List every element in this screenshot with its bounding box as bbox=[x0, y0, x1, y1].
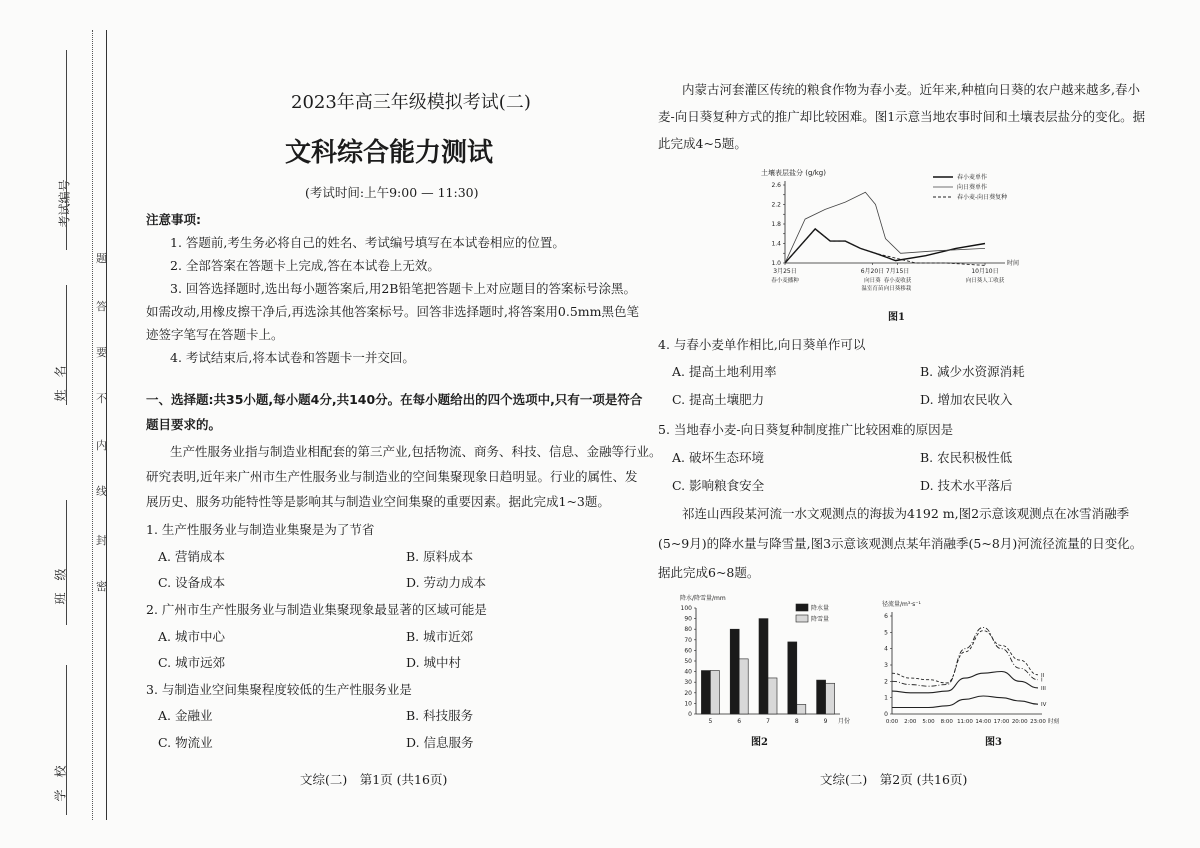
notice-heading: 注意事项: bbox=[146, 212, 201, 227]
fig2-xtick-label: 6 bbox=[737, 718, 742, 725]
fig2-bar bbox=[797, 704, 806, 714]
fig1-legend-label: 春小麦单作 bbox=[957, 174, 988, 181]
fold-char-3: 不 bbox=[96, 392, 107, 405]
option-a[interactable]: A. 营销成本 bbox=[158, 549, 225, 564]
fig3-series-line bbox=[892, 627, 1038, 686]
section-heading: 一、选择题:共35小题,每小题4分,共140分。在每小题给出的四个选项中,只有一项是符合 bbox=[146, 392, 643, 407]
fig2-legend-swatch bbox=[796, 604, 808, 611]
fig1-xtick-sublabel: 向日葵移栽 bbox=[883, 286, 912, 292]
option-d[interactable]: D. 增加农民收入 bbox=[920, 392, 1013, 407]
fig2-legend-label: 降雪量 bbox=[811, 616, 830, 623]
notice-item: 1. 答题前,考生务必将自己的姓名、考试编号填写在本试卷相应的位置。 bbox=[170, 235, 565, 250]
fig1-xtick-sublabel: 春小麦播种 bbox=[771, 278, 799, 284]
page-footer: 文综(二) 第1页 (共16页) bbox=[300, 772, 448, 787]
fig2-ytick-label: 40 bbox=[684, 668, 692, 676]
fig3-xtick-label: 11:00 bbox=[957, 719, 973, 725]
fig2-bar bbox=[826, 683, 835, 714]
binding-line-dotted bbox=[92, 30, 93, 820]
fig2-legend-label: 降水量 bbox=[811, 605, 830, 612]
fold-char-2: 要 bbox=[96, 346, 107, 359]
fig3-xtick-label: 0:00 bbox=[885, 719, 899, 725]
notice-item: 迹签字笔写在答题卡上。 bbox=[146, 327, 284, 342]
fig3-ytick-label: 4 bbox=[884, 645, 888, 653]
fig2-bar bbox=[768, 678, 777, 714]
notice-item: 4. 考试结束后,将本试卷和答题卡一并交回。 bbox=[170, 350, 415, 365]
fig3-ytick-label: 5 bbox=[884, 629, 888, 637]
fig2-ytick-label: 0 bbox=[688, 711, 692, 718]
field-class-line[interactable] bbox=[66, 500, 67, 625]
fig1-xtick-sublabel: 春小麦收获 bbox=[883, 278, 912, 284]
fig1-ylabel: 土壤表层盐分 (g/kg) bbox=[761, 169, 826, 177]
fold-char-4: 内 bbox=[96, 439, 107, 452]
figure-3-chart bbox=[876, 596, 1060, 730]
option-b[interactable]: B. 农民积极性低 bbox=[920, 450, 1013, 465]
fig3-ylabel: 径流量/m³·s⁻¹ bbox=[882, 601, 921, 608]
fig2-ytick-label: 80 bbox=[684, 626, 692, 634]
question-stem: 4. 与春小麦单作相比,向日葵单作可以 bbox=[658, 337, 866, 352]
field-name-label: 姓 名 bbox=[53, 365, 68, 402]
fig1-ytick-label: 1.4 bbox=[771, 240, 781, 248]
fig2-ytick-label: 30 bbox=[684, 679, 692, 687]
passage-line: 祁连山西段某河流一水文观测点的海拔为4192 m,图2示意该观测点在冰雪消融季 bbox=[682, 506, 1130, 521]
fig2-legend-swatch bbox=[796, 615, 808, 622]
fig1-series-line bbox=[785, 229, 985, 266]
figure-2-caption: 图2 bbox=[751, 737, 768, 748]
fig3-xtick-label: 23:00 bbox=[1030, 719, 1046, 725]
notice-item: 2. 全部答案在答题卡上完成,答在本试卷上无效。 bbox=[170, 258, 440, 273]
passage-line: 生产性服务业指与制造业相配套的第三产业,包括物流、商务、科技、信息、金融等行业。 bbox=[170, 444, 662, 459]
question-stem: 5. 当地春小麦-向日葵复种制度推广比较困难的原因是 bbox=[658, 422, 954, 437]
fig3-ytick-label: 3 bbox=[884, 662, 888, 669]
fig2-ytick-label: 70 bbox=[684, 636, 692, 644]
field-class-label: 班 级 bbox=[53, 568, 68, 605]
fig1-xtick-sublabel: 温室育苗 bbox=[861, 286, 884, 292]
fig3-ytick-label: 0 bbox=[884, 711, 888, 718]
fig3-lines bbox=[892, 627, 1047, 708]
binding-line-solid bbox=[106, 30, 107, 820]
fig2-bar bbox=[817, 680, 826, 714]
passage-line: 据此完成6~8题。 bbox=[658, 565, 760, 580]
fig2-bar bbox=[788, 642, 797, 714]
fig1-xticks bbox=[771, 263, 1005, 292]
fig2-ytick-label: 60 bbox=[684, 647, 692, 655]
figure-1-chart bbox=[755, 165, 1040, 300]
fig2-xlabel: 月份 bbox=[838, 718, 851, 725]
fig3-series-line bbox=[892, 631, 1038, 683]
fold-char-5: 线 bbox=[96, 485, 107, 498]
fig3-ytick-label: 6 bbox=[884, 613, 888, 620]
passage-line: (5~9月)的降水量与降雪量,图3示意该观测点某年消融季(5~8月)河流径流量的日变化。 bbox=[658, 536, 1143, 551]
figure-2-chart bbox=[660, 590, 860, 730]
fig1-ytick-label: 1.0 bbox=[771, 260, 781, 267]
fig3-series-line bbox=[892, 672, 1038, 693]
fig1-series-line bbox=[785, 192, 985, 263]
option-d[interactable]: D. 技术水平落后 bbox=[920, 478, 1013, 493]
fig2-bar bbox=[730, 629, 739, 714]
fig3-ytick-label: 1 bbox=[884, 694, 888, 702]
fig2-bar bbox=[759, 619, 768, 714]
fig2-xtick-label: 8 bbox=[794, 718, 799, 725]
fig2-ytick-label: 20 bbox=[684, 689, 692, 697]
fold-char-7: 密 bbox=[96, 580, 107, 593]
question-stem: 3. 与制造业空间集聚程度较低的生产性服务业是 bbox=[146, 682, 412, 697]
fig2-bar bbox=[710, 671, 719, 714]
option-c[interactable]: C. 设备成本 bbox=[158, 575, 226, 590]
fig3-series-label: IV bbox=[1041, 702, 1047, 709]
field-exam-number-line[interactable] bbox=[66, 50, 67, 250]
fig1-legend-label: 向日葵单作 bbox=[957, 184, 988, 191]
fig3-xtick-label: 14:00 bbox=[975, 719, 992, 725]
option-a[interactable]: A. 破坏生态环境 bbox=[672, 450, 764, 465]
fig2-ytick-label: 50 bbox=[684, 658, 692, 665]
option-a[interactable]: A. 提高土地利用率 bbox=[672, 364, 777, 379]
fig3-series-line bbox=[892, 696, 1038, 708]
question-stem: 1. 生产性服务业与制造业集聚是为了节省 bbox=[146, 522, 375, 537]
fig1-legend bbox=[933, 173, 1007, 201]
option-c[interactable]: C. 提高土壤肥力 bbox=[672, 392, 765, 407]
option-c[interactable]: C. 物流业 bbox=[158, 735, 213, 750]
fig2-bar bbox=[739, 659, 748, 714]
passage-line: 此完成4~5题。 bbox=[658, 136, 747, 151]
fig1-xtick-label: 3月25日 bbox=[773, 268, 797, 275]
option-a[interactable]: A. 城市中心 bbox=[158, 629, 225, 644]
notice-item: 3. 回答选择题时,选出每小题答案后,用2B铅笔把答题卡上对应题目的答案标号涂黑。 bbox=[170, 281, 636, 296]
option-a[interactable]: A. 金融业 bbox=[158, 708, 213, 723]
fig1-ytick-label: 2.2 bbox=[771, 201, 781, 209]
exam-time: (考试时间:上午9:00 — 11:30) bbox=[305, 185, 479, 200]
fig2-bar bbox=[701, 671, 710, 714]
figure-1-caption: 图1 bbox=[888, 312, 905, 323]
option-d[interactable]: D. 劳动力成本 bbox=[406, 575, 487, 590]
exam-title: 2023年高三年级模拟考试(二) bbox=[291, 92, 531, 113]
fig3-xlabel: 时刻 bbox=[1048, 719, 1060, 725]
fig1-xtick-sublabel: 向日葵 bbox=[864, 278, 881, 284]
fig1-xtick-label: 6月20日 bbox=[860, 268, 885, 275]
fig2-xtick-label: 7 bbox=[766, 718, 770, 725]
option-d[interactable]: D. 城中村 bbox=[406, 655, 462, 670]
fig2-xtick-label: 9 bbox=[823, 718, 828, 725]
figure-3-caption: 图3 bbox=[985, 737, 1002, 748]
fig1-ytick-label: 1.8 bbox=[771, 221, 781, 228]
option-b[interactable]: B. 原料成本 bbox=[406, 549, 474, 564]
fig3-ytick-label: 2 bbox=[884, 678, 888, 686]
field-school-line[interactable] bbox=[66, 665, 67, 815]
fold-char-0: 题 bbox=[96, 252, 107, 265]
option-d[interactable]: D. 信息服务 bbox=[406, 735, 474, 750]
fig1-xtick-label: 10月10日 bbox=[971, 268, 999, 275]
fig3-series-label: III bbox=[1041, 685, 1046, 692]
fig2-legend bbox=[796, 604, 829, 623]
passage-line: 内蒙古河套灌区传统的粮食作物为春小麦。近年来,种植向日葵的农户越来越多,春小 bbox=[682, 82, 1140, 97]
fig1-legend-label: 春小麦-向日葵复种 bbox=[957, 194, 1008, 201]
option-b[interactable]: B. 城市近郊 bbox=[406, 629, 474, 644]
fig2-xtick-label: 5 bbox=[708, 718, 713, 725]
fig2-ytick-label: 100 bbox=[680, 605, 692, 612]
fig1-ytick-label: 2.6 bbox=[771, 182, 781, 189]
page-footer: 文综(二) 第2页 (共16页) bbox=[820, 772, 968, 787]
section-heading: 题目要求的。 bbox=[146, 417, 222, 432]
fig1-lines bbox=[785, 192, 985, 265]
fold-char-6: 封 bbox=[96, 534, 107, 547]
fig3-series-label: I bbox=[1041, 677, 1043, 684]
option-c[interactable]: C. 影响粮食安全 bbox=[672, 478, 765, 493]
field-school-label: 学 校 bbox=[53, 765, 68, 802]
fig3-series-label: II bbox=[1041, 672, 1045, 679]
option-b[interactable]: B. 科技服务 bbox=[406, 708, 474, 723]
notice-item: 如需改动,用橡皮擦干净后,再选涂其他答案标号。回答非选择题时,将答案用0.5mm黑色笔 bbox=[146, 304, 640, 319]
field-name-line[interactable] bbox=[66, 285, 67, 405]
fig1-xlabel: 时间 bbox=[1007, 260, 1020, 267]
fig1-series-line bbox=[785, 229, 985, 263]
fig3-xtick-label: 8:00 bbox=[940, 719, 953, 725]
fig2-ylabel: 降水/降雪量/mm bbox=[680, 595, 726, 602]
passage-line: 麦-向日葵复种方式的推广却比较困难。图1示意当地农事时间和土壤表层盐分的变化。据 bbox=[658, 109, 1146, 124]
question-stem: 2. 广州市生产性服务业与制造业集聚现象最显著的区域可能是 bbox=[146, 602, 487, 617]
fig1-xtick-label: 7月15日 bbox=[885, 268, 910, 275]
option-b[interactable]: B. 减少水资源消耗 bbox=[920, 364, 1025, 379]
fig1-xtick-sublabel: 向日葵人工收获 bbox=[965, 278, 1005, 284]
fig3-xtick-label: 20:00 bbox=[1011, 719, 1028, 725]
fig3-xtick-label: 17:00 bbox=[993, 719, 1010, 725]
fig3-xtick-label: 5:00 bbox=[922, 719, 935, 725]
fig3-xtick-label: 2:00 bbox=[904, 719, 917, 725]
option-c[interactable]: C. 城市远郊 bbox=[158, 655, 226, 670]
field-exam-number-label: 考试编号 bbox=[57, 179, 72, 228]
fold-char-1: 答 bbox=[96, 300, 107, 313]
fig2-bars bbox=[701, 619, 834, 714]
fig2-ytick-label: 10 bbox=[684, 700, 692, 708]
subject-title: 文科综合能力测试 bbox=[285, 138, 494, 168]
fig2-ytick-label: 90 bbox=[684, 615, 692, 623]
passage-line: 研究表明,近年来广州市生产性服务业与制造业的空间集聚现象日趋明显。行业的属性、发 bbox=[146, 469, 638, 484]
passage-line: 展历史、服务功能特性等是影响其与制造业空间集聚的重要因素。据此完成1~3题。 bbox=[146, 494, 610, 509]
